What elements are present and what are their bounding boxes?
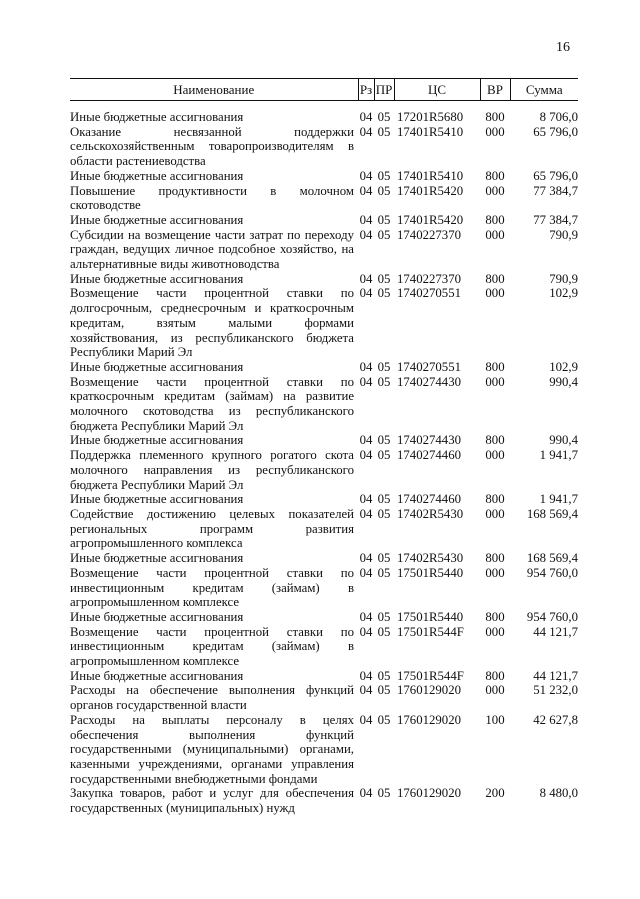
cell-sum: 44 121,7 xyxy=(533,668,578,683)
cell-sum: 102,9 xyxy=(549,286,578,301)
cell-pr: 05 xyxy=(377,359,391,374)
cell-vr: 000 xyxy=(485,227,505,242)
cell-rz: 04 xyxy=(359,492,373,507)
cell-vr: 000 xyxy=(485,374,505,389)
cell-rz: 04 xyxy=(359,565,373,580)
cell-cs: 1740227370 xyxy=(397,271,461,286)
cell-pr: 05 xyxy=(377,492,391,507)
cell-rz: 04 xyxy=(359,448,373,463)
cell-rz: 04 xyxy=(359,286,373,301)
cell-pr: 05 xyxy=(377,124,391,139)
table-row xyxy=(70,448,578,492)
table-body xyxy=(70,101,578,816)
page-number: 16 xyxy=(556,40,570,55)
cell-name: Повышение продуктивности в молочном скотоводстве xyxy=(70,183,354,213)
cell-vr: 000 xyxy=(485,124,505,139)
cell-pr: 05 xyxy=(377,374,391,389)
cell-rz: 04 xyxy=(359,110,373,124)
cell-rz: 04 xyxy=(359,374,373,389)
cell-pr: 05 xyxy=(377,551,391,566)
cell-name: Иные бюджетные ассигнования xyxy=(70,212,244,227)
cell-vr: 800 xyxy=(485,271,505,286)
cell-rz: 04 xyxy=(359,227,373,242)
cell-vr: 000 xyxy=(485,183,505,198)
cell-cs: 17501R544F xyxy=(397,624,464,639)
cell-name: Возмещение части процентной ставки по долгосрочным, среднесрочным и краткосрочным кредитам, взятым малыми формами хозяйствования, из республиканского бюджета Республики Марий Эл xyxy=(70,286,354,360)
table-row xyxy=(70,683,578,712)
cell-sum: 954 760,0 xyxy=(526,609,578,624)
header-spacer xyxy=(70,101,578,111)
cell-rz: 04 xyxy=(359,712,373,727)
cell-pr: 05 xyxy=(377,786,391,801)
cell-cs: 17401R5420 xyxy=(397,212,464,227)
table-row xyxy=(70,786,578,815)
cell-rz: 04 xyxy=(359,668,373,683)
cell-cs: 17501R5440 xyxy=(397,609,464,624)
cell-sum: 102,9 xyxy=(549,359,578,374)
cell-sum: 51 232,0 xyxy=(533,683,578,698)
cell-sum: 168 569,4 xyxy=(526,551,578,566)
cell-vr: 200 xyxy=(485,786,505,801)
cell-sum: 65 796,0 xyxy=(533,168,578,183)
cell-cs: 17401R5410 xyxy=(397,168,464,183)
cell-sum: 790,9 xyxy=(549,271,578,286)
cell-rz: 04 xyxy=(359,506,373,521)
cell-sum: 8 706,0 xyxy=(539,110,578,124)
table-row xyxy=(70,375,578,434)
cell-rz: 04 xyxy=(359,212,373,227)
cell-pr: 05 xyxy=(377,110,391,124)
cell-pr: 05 xyxy=(377,227,391,242)
cell-rz: 04 xyxy=(359,551,373,566)
cell-name: Иные бюджетные ассигнования xyxy=(70,168,244,183)
cell-sum: 1 941,7 xyxy=(539,492,578,507)
cell-cs: 17501R544F xyxy=(397,668,464,683)
cell-cs: 17501R5440 xyxy=(397,565,464,580)
cell-rz: 04 xyxy=(359,786,373,801)
cell-rz: 04 xyxy=(359,683,373,698)
cell-cs: 17401R5420 xyxy=(397,183,464,198)
cell-name: Содействие достижению целевых показателей региональных программ развития агропромышленного комплекса xyxy=(70,506,354,551)
cell-rz: 04 xyxy=(359,359,373,374)
cell-name: Возмещение части процентной ставки по краткосрочным кредитам (займам) на развитие молочного скотоводства из республиканского бюджета Республики Марий Эл xyxy=(70,374,354,433)
table-row xyxy=(70,551,578,566)
cell-cs: 1740274430 xyxy=(397,433,461,448)
header-sum: Сумма xyxy=(510,79,578,101)
cell-cs: 1760129020 xyxy=(397,786,461,801)
table-row xyxy=(70,610,578,625)
cell-sum: 77 384,7 xyxy=(533,212,578,227)
cell-pr: 05 xyxy=(377,286,391,301)
cell-pr: 05 xyxy=(377,448,391,463)
cell-rz: 04 xyxy=(359,124,373,139)
cell-vr: 800 xyxy=(485,359,505,374)
cell-name: Оказание несвязанной поддержки сельскохозяйственным товаропроизводителям в области растениеводства xyxy=(70,124,354,169)
cell-name: Иные бюджетные ассигнования xyxy=(70,271,244,286)
cell-vr: 000 xyxy=(485,448,505,463)
table-row xyxy=(70,125,578,169)
cell-sum: 990,4 xyxy=(549,433,578,448)
cell-rz: 04 xyxy=(359,183,373,198)
cell-cs: 17402R5430 xyxy=(397,506,464,521)
cell-sum: 990,4 xyxy=(549,374,578,389)
cell-vr: 000 xyxy=(485,565,505,580)
header-rz: Рз xyxy=(358,79,374,101)
header-cs: ЦС xyxy=(394,79,480,101)
cell-cs: 1760129020 xyxy=(397,683,461,698)
cell-vr: 000 xyxy=(485,683,505,698)
cell-vr: 800 xyxy=(485,433,505,448)
cell-cs: 17401R5410 xyxy=(397,124,464,139)
table-row xyxy=(70,625,578,669)
cell-rz: 04 xyxy=(359,168,373,183)
cell-name: Иные бюджетные ассигнования xyxy=(70,609,244,624)
cell-name: Субсидии на возмещение части затрат по переходу граждан, ведущих личное подсобное хозяйство, на альтернативные виды животноводства xyxy=(70,227,354,272)
cell-rz: 04 xyxy=(359,271,373,286)
cell-sum: 44 121,7 xyxy=(533,624,578,639)
cell-pr: 05 xyxy=(377,668,391,683)
cell-name: Иные бюджетные ассигнования xyxy=(70,551,244,566)
table-row xyxy=(70,110,578,125)
table-row xyxy=(70,492,578,507)
cell-pr: 05 xyxy=(377,212,391,227)
header-pr: ПР xyxy=(374,79,394,101)
cell-sum: 790,9 xyxy=(549,227,578,242)
table-row xyxy=(70,272,578,287)
budget-table xyxy=(70,78,578,816)
cell-name: Иные бюджетные ассигнования xyxy=(70,492,244,507)
cell-vr: 800 xyxy=(485,110,505,124)
header-name: Наименование xyxy=(70,79,358,101)
cell-pr: 05 xyxy=(377,183,391,198)
cell-cs: 17402R5430 xyxy=(397,551,464,566)
cell-vr: 800 xyxy=(485,168,505,183)
cell-rz: 04 xyxy=(359,433,373,448)
cell-sum: 77 384,7 xyxy=(533,183,578,198)
cell-pr: 05 xyxy=(377,609,391,624)
table-row xyxy=(70,286,578,360)
cell-pr: 05 xyxy=(377,271,391,286)
header-vr: ВР xyxy=(480,79,510,101)
cell-name: Иные бюджетные ассигнования xyxy=(70,359,244,374)
cell-sum: 168 569,4 xyxy=(526,506,578,521)
cell-sum: 8 480,0 xyxy=(539,786,578,801)
cell-pr: 05 xyxy=(377,624,391,639)
cell-cs: 17201R5680 xyxy=(397,110,464,124)
cell-name: Иные бюджетные ассигнования xyxy=(70,668,244,683)
table-row xyxy=(70,713,578,787)
cell-cs: 1740274460 xyxy=(397,448,461,463)
cell-name: Иные бюджетные ассигнования xyxy=(70,433,244,448)
cell-vr: 800 xyxy=(485,551,505,566)
cell-sum: 65 796,0 xyxy=(533,124,578,139)
table-row xyxy=(70,184,578,213)
cell-cs: 1740270551 xyxy=(397,359,461,374)
cell-cs: 1740274430 xyxy=(397,374,461,389)
cell-name: Возмещение части процентной ставки по инвестиционным кредитам (займам) в агропромышленном комплексе xyxy=(70,565,354,610)
cell-pr: 05 xyxy=(377,565,391,580)
cell-name: Поддержка племенного крупного рогатого скота молочного направления из республиканского бюджета Республики Марий Эл xyxy=(70,448,354,492)
cell-name: Закупка товаров, работ и услуг для обеспечения государственных (муниципальных) нужд xyxy=(70,786,354,816)
table-row xyxy=(70,169,578,184)
cell-vr: 100 xyxy=(485,712,505,727)
cell-name: Расходы на обеспечение выполнения функций органов государственной власти xyxy=(70,683,354,713)
table-row xyxy=(70,228,578,272)
cell-sum: 954 760,0 xyxy=(526,565,578,580)
cell-rz: 04 xyxy=(359,624,373,639)
cell-cs: 1740270551 xyxy=(397,286,461,301)
cell-vr: 800 xyxy=(485,212,505,227)
cell-sum: 1 941,7 xyxy=(539,448,578,463)
table-row xyxy=(70,360,578,375)
cell-vr: 000 xyxy=(485,506,505,521)
table-header-row xyxy=(70,79,578,101)
cell-name: Расходы на выплаты персоналу в целях обеспечения выполнения функций государственными (муниципальными) органами, казенными учреждениями, органами управления государственными внебюджетными фондами xyxy=(70,712,354,786)
cell-vr: 000 xyxy=(485,624,505,639)
cell-cs: 1740227370 xyxy=(397,227,461,242)
cell-name: Иные бюджетные ассигнования xyxy=(70,110,244,124)
table-row xyxy=(70,669,578,684)
cell-sum: 42 627,8 xyxy=(533,712,578,727)
cell-pr: 05 xyxy=(377,506,391,521)
table-row xyxy=(70,566,578,610)
cell-pr: 05 xyxy=(377,683,391,698)
table-row xyxy=(70,213,578,228)
table-row xyxy=(70,507,578,551)
cell-vr: 800 xyxy=(485,492,505,507)
cell-vr: 000 xyxy=(485,286,505,301)
cell-name: Возмещение части процентной ставки по инвестиционным кредитам (займам) в агропромышленном комплексе xyxy=(70,624,354,669)
cell-cs: 1760129020 xyxy=(397,712,461,727)
table-row xyxy=(70,433,578,448)
cell-vr: 800 xyxy=(485,668,505,683)
cell-pr: 05 xyxy=(377,433,391,448)
cell-pr: 05 xyxy=(377,712,391,727)
cell-rz: 04 xyxy=(359,609,373,624)
cell-cs: 1740274460 xyxy=(397,492,461,507)
cell-vr: 800 xyxy=(485,609,505,624)
cell-pr: 05 xyxy=(377,168,391,183)
